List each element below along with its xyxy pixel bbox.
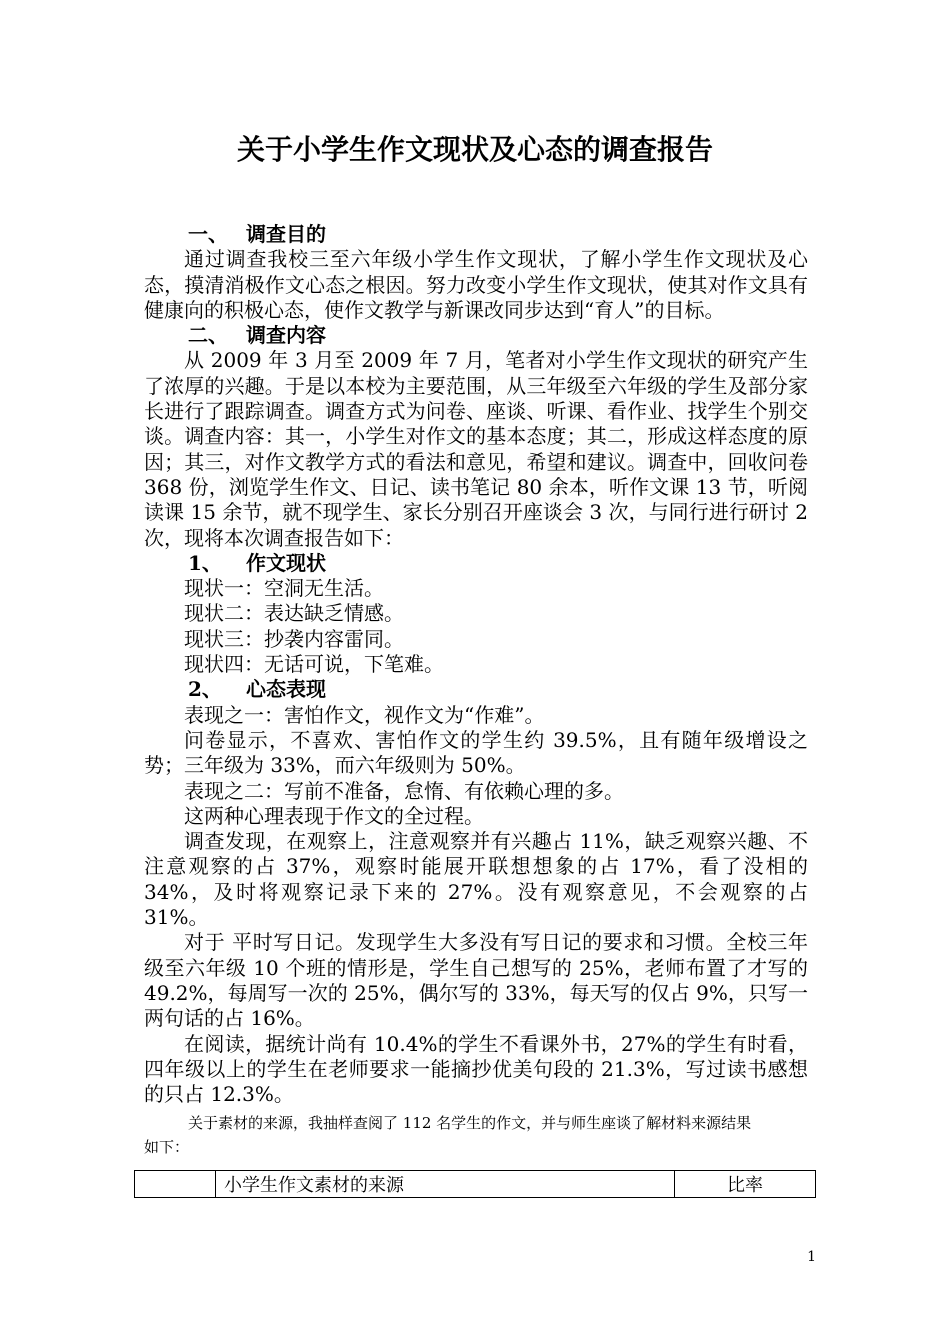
subsection-title: 作文现状	[246, 550, 326, 575]
note-line: 关于素材的来源，我抽样查阅了 112 名学生的作文，并与师生座谈了解材料来源结果	[188, 1114, 752, 1133]
section-title: 调查目的	[246, 222, 326, 246]
list-item: 现状一：空洞无生活。	[184, 576, 384, 601]
section-title: 调查内容	[246, 323, 326, 348]
paragraph: 问卷显示，不喜欢、害怕作文的学生约 39.5%，且有随年级增设之势；三年级为 33%，而六年级则为 50%。	[144, 727, 808, 778]
paragraph-diary: 对于 平时写日记。发现学生大多没有写日记的要求和习惯。全校三年级至六年级 10 个班的情形是，学生自己想写的 25%，老师布置了才写的 49.2%，每周写一次的 25%，偶尔写的 33%，每天写的仅占 9%，只写一两句话的占 16%。	[144, 930, 808, 1031]
page-number: 1	[807, 1249, 816, 1265]
table-row	[135, 1171, 816, 1198]
paragraph-reading: 在阅读，据统计尚有 10.4%的学生不看课外书，27%的学生有时看，四年级以上的学生在老师要求一能摘抄优美句段的 21.3%，写过读书感想的只占 12.3%。	[144, 1031, 808, 1107]
table-header-ratio: 比率	[675, 1171, 816, 1198]
document-body	[144, 222, 808, 1159]
paragraph-purpose: 通过调查我校三至六年级小学生作文现状，了解小学生作文现状及心态，摸清消极作文心态之根因。努力改变小学生作文现状，使其对作文具有健康向的积极心态，使作文教学与新课改同步达到“育人”的目标。	[144, 247, 808, 322]
table-cell	[135, 1171, 216, 1198]
subsection-number: 1、	[188, 550, 222, 575]
paragraph-observation: 调查发现，在观察上，注意观察并有兴趣占 11%，缺乏观察兴趣、不注意观察的占 37%，观察时能展开联想想象的占 17%，看了没相的 34%，及时将观察记录下来的 27%。没有观察意见，不会观察的占 31%。	[144, 829, 808, 930]
note-line: 如下：	[144, 1138, 190, 1157]
list-item: 现状三：抄袭内容雷同。	[184, 626, 404, 651]
note-material-source	[144, 1111, 808, 1159]
subsection-heading-status	[144, 551, 808, 576]
paragraph: 表现之二：写前不准备，怠惰、有依赖心理的多。	[184, 778, 624, 803]
subsection-heading-mentality	[144, 677, 808, 702]
section-heading-purpose	[144, 222, 808, 247]
material-source-table	[134, 1170, 816, 1198]
subsection-title: 心态表现	[246, 677, 326, 702]
section-heading-content	[144, 323, 808, 348]
paragraph-content: 从 2009 年 3 月至 2009 年 7 月，笔者对小学生作文现状的研究产生了浓厚的兴趣。于是以本校为主要范围，从三年级至六年级的学生及部分家长进行了跟踪调查。调查方式为问卷、座谈、听课、看作业、找学生个别交谈。调查内容：其一，小学生对作文的基本态度；其二，形成这样态度的原因；其三，对作文教学方式的看法和意见，希望和建议。调查中，回收问卷 368 份，浏览学生作文、日记、读书笔记 80 余本，听作文课 13 节，听阅读课 15 余节，就不现学生、家长分别召开座谈会 3 次，与同行进行研讨 2 次，现将本次调查报告如下：	[144, 348, 808, 550]
section-number: 一、	[188, 222, 228, 246]
table-header-source: 小学生作文素材的来源	[216, 1171, 675, 1198]
paragraph: 表现之一：害怕作文，视作文为“作难”。	[184, 702, 545, 727]
document-title: 关于小学生作文现状及心态的调查报告	[236, 133, 713, 166]
subsection-number: 2、	[188, 677, 222, 702]
list-item: 现状四：无话可说，下笔难。	[184, 652, 444, 677]
section-number: 二、	[188, 323, 228, 348]
list-item: 现状二：表达缺乏情感。	[184, 601, 404, 626]
paragraph: 这两种心理表现于作文的全过程。	[184, 803, 484, 828]
